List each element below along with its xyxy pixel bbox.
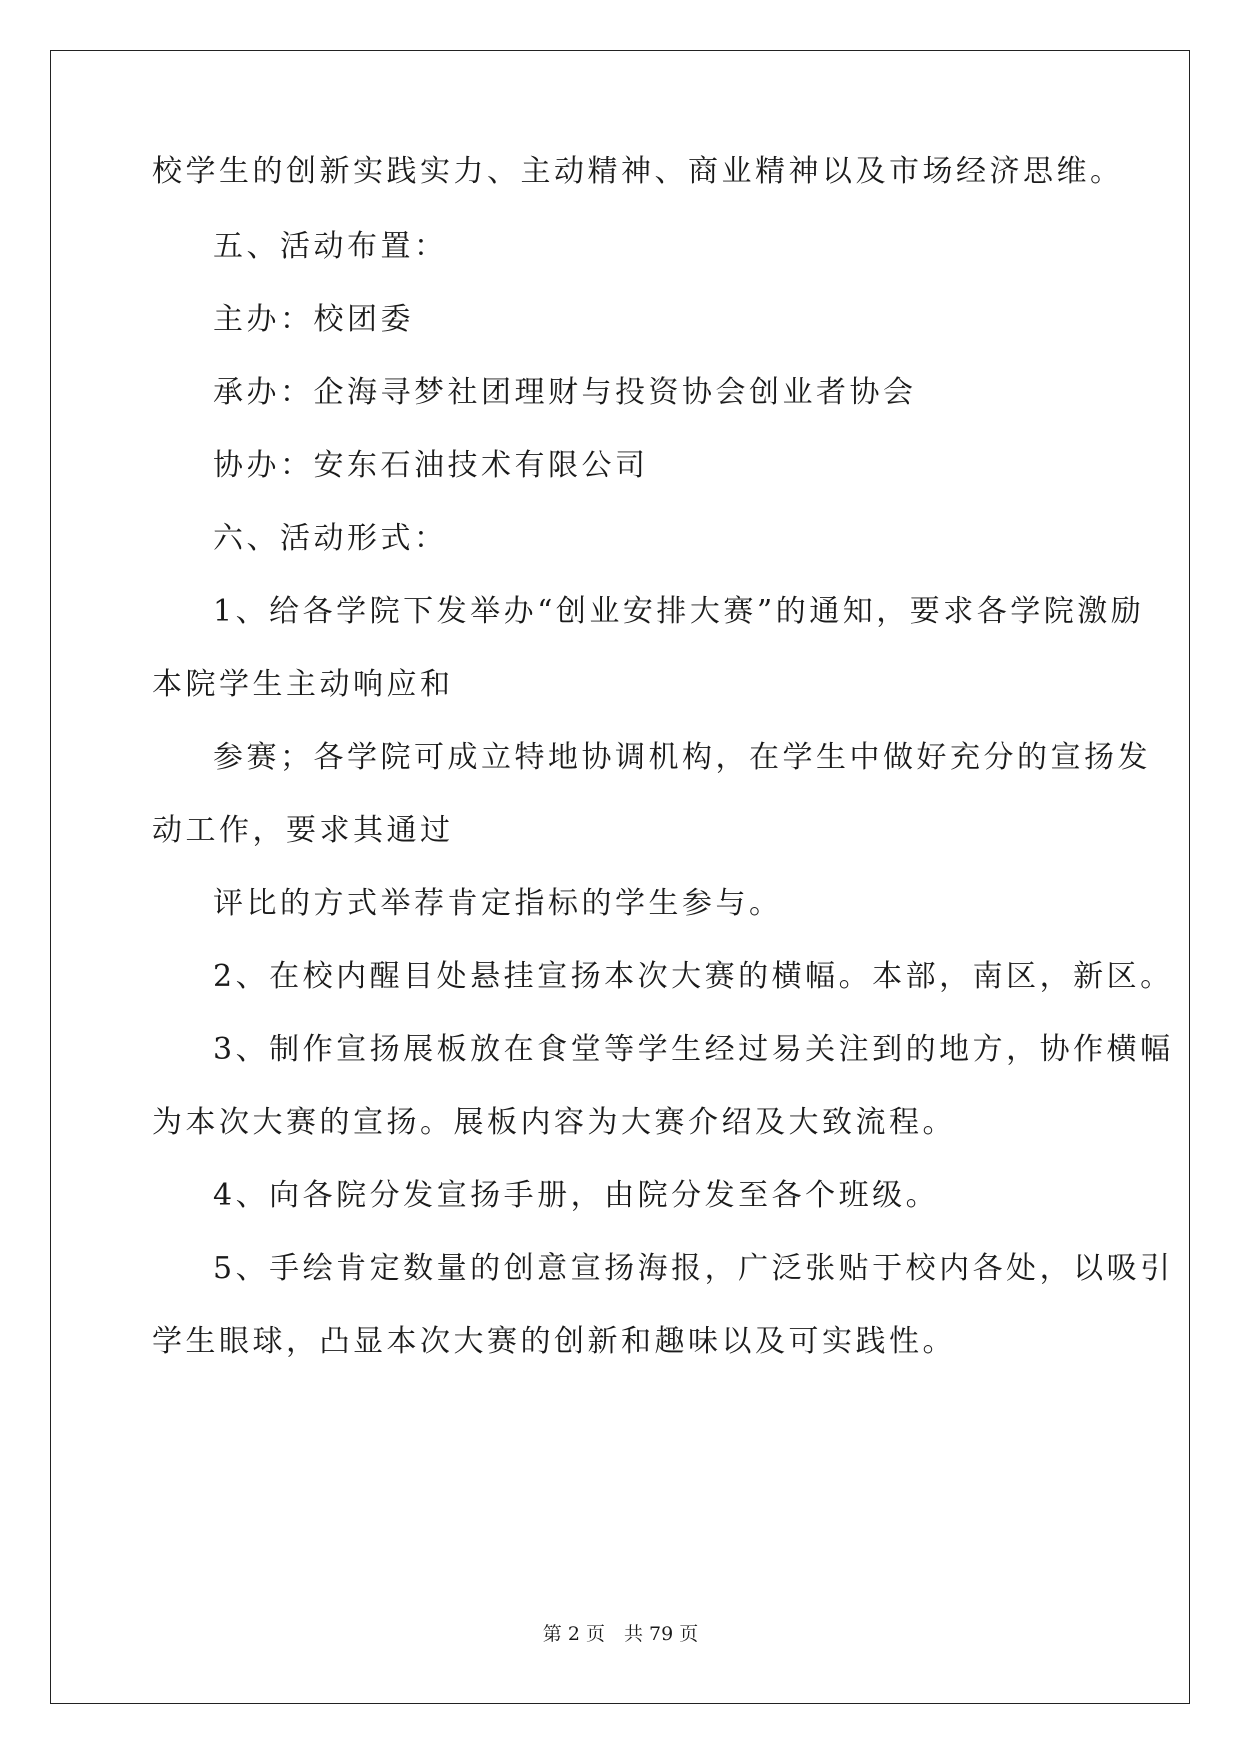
page-number: 第 2 页 共 79 页 — [542, 1623, 699, 1645]
text-line: 为本次大赛的宣扬。展板内容为大赛介绍及大致流程。 — [152, 1105, 956, 1140]
text-line: 3、制作宣扬展板放在食堂等学生经过易关注到的地方，协作横幅 — [213, 1032, 1174, 1067]
text-line: 2、在校内醒目处悬挂宣扬本次大赛的横幅。本部，南区，新区。 — [213, 959, 1174, 994]
text-line: 校学生的创新实践实力、主动精神、商业精神以及市场经济思维。 — [152, 154, 1124, 189]
text-line: 5、手绘肯定数量的创意宣扬海报，广泛张贴于校内各处，以吸引 — [213, 1251, 1174, 1286]
text-line: 评比的方式举荐肯定指标的学生参与。 — [213, 886, 783, 921]
text-line: 4、向各院分发宣扬手册，由院分发至各个班级。 — [213, 1178, 940, 1213]
text-line: 本院学生主动响应和 — [152, 667, 454, 702]
text-line: 参赛；各学院可成立特地协调机构，在学生中做好充分的宣扬发 — [213, 740, 1151, 775]
page-border — [50, 50, 1190, 1704]
text-line: 动工作，要求其通过 — [152, 813, 454, 848]
section-heading: 五、活动布置： — [213, 229, 448, 264]
text-line: 主办：校团委 — [213, 302, 414, 337]
text-line: 承办：企海寻梦社团理财与投资协会创业者协会 — [213, 375, 917, 410]
text-line: 1、给各学院下发举办“创业安排大赛”的通知，要求各学院激励 — [213, 594, 1145, 629]
text-line: 学生眼球，凸显本次大赛的创新和趣味以及可实践性。 — [152, 1324, 956, 1359]
section-heading: 六、活动形式： — [213, 521, 448, 556]
text-line: 协办：安东石油技术有限公司 — [213, 448, 649, 483]
